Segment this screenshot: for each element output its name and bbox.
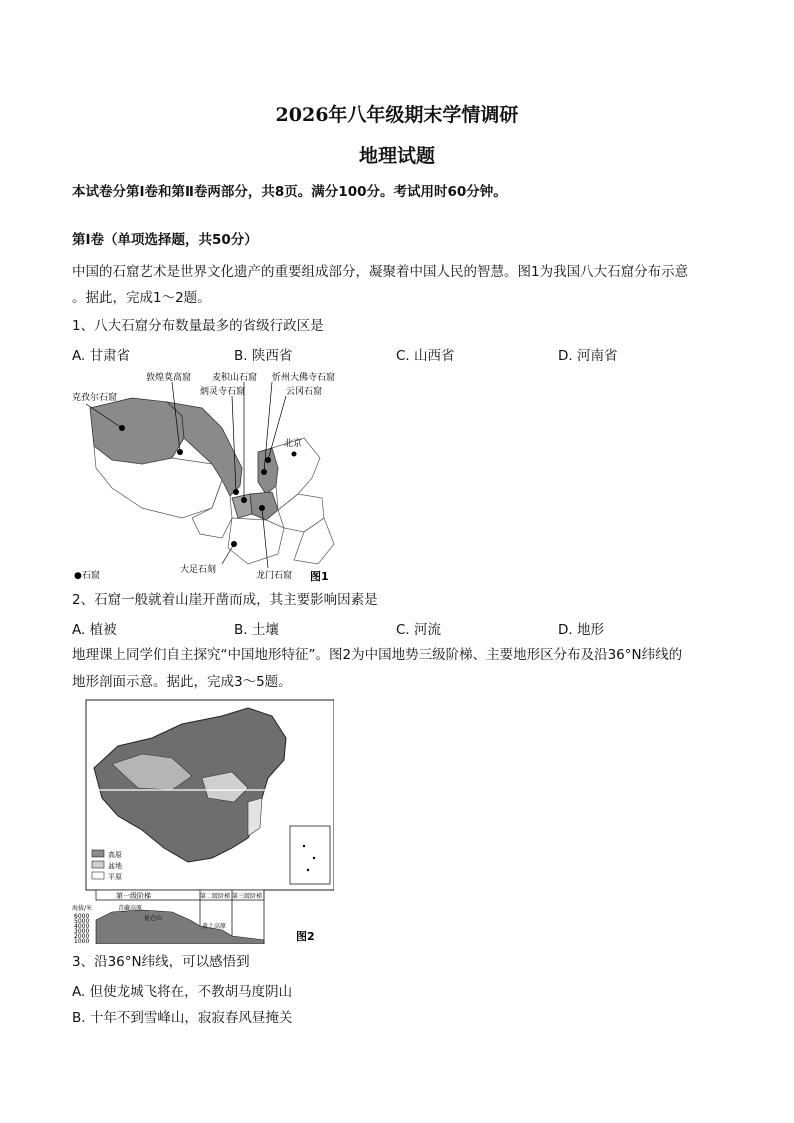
q2-option-a[interactable]: A. 植被	[72, 622, 117, 638]
exam-title: 2026年八年级期末学情调研	[275, 104, 519, 126]
q3-option-a[interactable]: A. 但使龙城飞将在，不教胡马度阴山	[72, 984, 293, 1000]
q1-option-a[interactable]: A. 甘肃省	[72, 348, 131, 364]
terrain-profile	[96, 910, 264, 944]
q1-option-b[interactable]: B. 陕西省	[234, 348, 293, 364]
passage1-line2: 。据此，完成1～2题。	[72, 290, 211, 306]
profile-ylabel: 海拔/米	[72, 905, 93, 912]
subject-title: 地理试题	[358, 145, 435, 167]
figure2-caption: 图2	[296, 930, 315, 943]
legend-basin: 盆地	[108, 862, 122, 870]
question-2-stem: 2、石窟一般就着山崖开凿而成，其主要影响因素是	[72, 592, 378, 608]
ytick-1000: 1000	[74, 938, 90, 944]
ytick-2000: 2000	[74, 933, 90, 940]
q2-option-c[interactable]: C. 河流	[396, 622, 442, 638]
profile-label-kunlun: 昆仑山	[144, 915, 163, 922]
beijing-dot	[292, 452, 297, 457]
figure1-legend: ●石窟	[74, 571, 100, 581]
question-1-stem: 1、八大石窟分布数量最多的省级行政区是	[72, 318, 324, 334]
legend-plateau: 高原	[108, 851, 122, 859]
dazu-label: 大足石刻	[180, 565, 217, 575]
binglingsi-label: 炳灵寺石窟	[200, 387, 246, 397]
kizil-label: 克孜尔石窟	[72, 393, 118, 403]
ytick-4000: 4000	[74, 923, 90, 930]
question-3-stem: 3、沿36°N纬线，可以感悟到	[72, 954, 250, 970]
profile-label-qingzang: 青藏高原	[118, 905, 143, 912]
q3-option-b[interactable]: B. 十年不到雪峰山，寂寂春风昼掩关	[72, 1010, 293, 1026]
ytick-6000: 6000	[74, 913, 90, 920]
xinzhou-label: 忻州大佛寺石窟	[272, 373, 336, 383]
step1-label: 第一级阶梯	[116, 892, 151, 900]
longmen-label: 龙门石窟	[256, 571, 293, 581]
maijishan-label: 麦积山石窟	[212, 373, 258, 383]
passage2-line1: 地理课上同学们自主探究“中国地形特征”。图2为中国地势三级阶梯、主要地形区分布及沿36°N纬线的	[72, 647, 683, 663]
beijing-label: 北京	[284, 439, 303, 449]
figure2-terrain-map	[72, 698, 334, 944]
profile-label-huangtu: 黄土高原	[202, 923, 227, 930]
section-heading: 第Ⅰ卷（单项选择题，共50分）	[72, 232, 258, 248]
ytick-3000: 3000	[74, 928, 90, 935]
figure1-caption: 图1	[310, 570, 329, 583]
exam-instructions: 本试卷分第Ⅰ卷和第Ⅱ卷两部分，共8页。满分100分。考试用时60分钟。	[72, 184, 507, 200]
q1-option-c[interactable]: C. 山西省	[396, 348, 455, 364]
ytick-5000: 5000	[74, 918, 90, 925]
figure1-grotto-map	[72, 368, 342, 584]
q2-option-d[interactable]: D. 地形	[558, 622, 604, 638]
dunhuang-label: 敦煌莫高窟	[146, 373, 192, 383]
q1-option-d[interactable]: D. 河南省	[558, 348, 618, 364]
passage1-line1: 中国的石窟艺术是世界文化遗产的重要组成部分，凝聚着中国人民的智慧。图1为我国八大石窟分布示意	[72, 264, 689, 280]
legend-plain: 平原	[108, 873, 122, 881]
step3-label: 第三级阶梯	[232, 893, 263, 900]
yungang-label: 云冈石窟	[286, 387, 323, 397]
step2-label: 第二级阶梯	[200, 893, 231, 900]
q2-option-b[interactable]: B. 土壤	[234, 622, 279, 638]
passage2-line2: 地形剖面示意。据此，完成3～5题。	[72, 674, 292, 690]
